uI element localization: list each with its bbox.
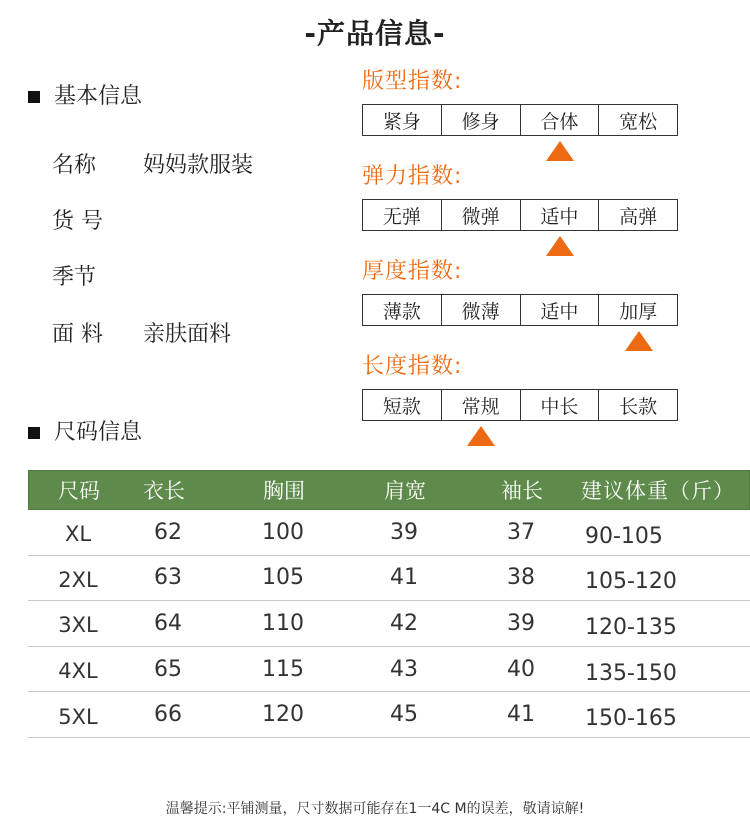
- basic-label-season: 季节: [52, 265, 97, 290]
- measurement-note: 温馨提示:平铺测量，尺寸数据可能存在1一4C M的误差，敬请谅解!: [165, 801, 585, 817]
- elasticity-option: 微弹: [442, 200, 521, 230]
- thickness-option: 加厚: [619, 300, 658, 323]
- elasticity-index-title: 弹力指数:: [362, 164, 463, 189]
- thickness-index-scale: [362, 294, 678, 326]
- size-table-header: [28, 470, 750, 510]
- table-cell-chest: 100: [262, 519, 304, 545]
- thickness-index-title: 厚度指数:: [362, 259, 463, 284]
- table-cell-length: 63: [154, 565, 182, 591]
- table-cell-size: 3XL: [58, 613, 98, 638]
- table-cell-chest: 115: [262, 656, 304, 682]
- elasticity-option: 高弹: [619, 205, 658, 228]
- basic-info-heading-text: 基本信息: [54, 84, 143, 109]
- table-cell-shoulder: 39: [390, 519, 418, 545]
- length-option: 常规: [442, 390, 521, 420]
- fit-index-scale: [362, 104, 678, 136]
- table-cell-shoulder: 41: [390, 565, 418, 591]
- triangle-marker-icon: [546, 236, 574, 256]
- length-index-title: 长度指数:: [362, 354, 463, 379]
- length-index-scale: [362, 389, 678, 421]
- basic-info-heading: [28, 84, 142, 110]
- table-cell-length: 66: [154, 702, 182, 728]
- size-info-heading: [28, 420, 142, 446]
- basic-label-fabric: 面 料: [52, 322, 103, 347]
- column-header-length: 衣长: [143, 479, 185, 503]
- table-cell-sleeve: 37: [507, 519, 535, 545]
- elasticity-index: [362, 164, 682, 260]
- table-cell-shoulder: 42: [390, 610, 418, 636]
- table-cell-length: 64: [154, 610, 182, 636]
- fit-option: 合体: [521, 105, 600, 135]
- column-header-sleeve: 袖长: [501, 479, 543, 503]
- fit-option: 修身: [442, 105, 521, 135]
- table-cell-sleeve: 40: [507, 656, 535, 682]
- basic-label-name: 名称: [52, 153, 97, 178]
- table-cell-size: 2XL: [58, 567, 98, 592]
- fit-index-title: 版型指数:: [362, 69, 463, 94]
- table-cell-shoulder: 43: [390, 656, 418, 682]
- fit-option: 紧身: [363, 105, 442, 135]
- size-table: [28, 470, 750, 738]
- column-header-shoulder: 肩宽: [384, 479, 426, 503]
- table-cell-chest: 120: [262, 702, 304, 728]
- column-header-weight: 建议体重（斤）: [581, 479, 735, 503]
- thickness-option: 薄款: [363, 295, 442, 325]
- column-header-size: 尺码: [58, 479, 100, 503]
- table-row: [28, 692, 750, 738]
- table-row: [28, 647, 750, 693]
- fit-option: 宽松: [619, 110, 658, 133]
- table-row: [28, 601, 750, 647]
- basic-label-item-number: 货 号: [52, 209, 103, 234]
- table-cell-weight: 135-150: [585, 660, 677, 686]
- table-cell-chest: 110: [262, 610, 304, 636]
- table-cell-length: 65: [154, 656, 182, 682]
- length-option: 短款: [363, 390, 442, 420]
- basic-value-fabric: 亲肤面料: [143, 322, 232, 347]
- triangle-marker-icon: [625, 331, 653, 351]
- elasticity-index-scale: [362, 199, 678, 231]
- table-row: [28, 556, 750, 602]
- table-cell-length: 62: [154, 519, 182, 545]
- triangle-marker-icon: [546, 141, 574, 161]
- thickness-option: 适中: [521, 295, 600, 325]
- table-cell-size: XL: [64, 522, 92, 547]
- elasticity-option: 无弹: [363, 200, 442, 230]
- table-cell-size: 5XL: [58, 704, 98, 729]
- table-cell-sleeve: 41: [507, 702, 535, 728]
- table-cell-shoulder: 45: [390, 702, 418, 728]
- square-bullet-icon: [28, 427, 40, 439]
- elasticity-option: 适中: [521, 200, 600, 230]
- column-header-chest: 胸围: [263, 479, 305, 503]
- size-info-heading-text: 尺码信息: [54, 420, 143, 445]
- table-cell-sleeve: 38: [507, 565, 535, 591]
- fit-index: [362, 69, 682, 165]
- table-cell-weight: 90-105: [585, 523, 663, 549]
- table-cell-chest: 105: [262, 565, 304, 591]
- thickness-index: [362, 259, 682, 355]
- page-title: -产品信息-: [304, 17, 446, 50]
- triangle-marker-icon: [467, 426, 495, 446]
- length-option: 中长: [521, 390, 600, 420]
- basic-value-name: 妈妈款服装: [143, 153, 254, 178]
- table-cell-weight: 150-165: [585, 706, 677, 732]
- table-row: [28, 510, 750, 556]
- length-option: 长款: [619, 395, 658, 418]
- square-bullet-icon: [28, 91, 40, 103]
- table-cell-size: 4XL: [58, 659, 98, 684]
- table-cell-sleeve: 39: [507, 610, 535, 636]
- table-cell-weight: 105-120: [585, 569, 677, 595]
- length-index: [362, 354, 682, 450]
- thickness-option: 微薄: [442, 295, 521, 325]
- table-cell-weight: 120-135: [585, 614, 677, 640]
